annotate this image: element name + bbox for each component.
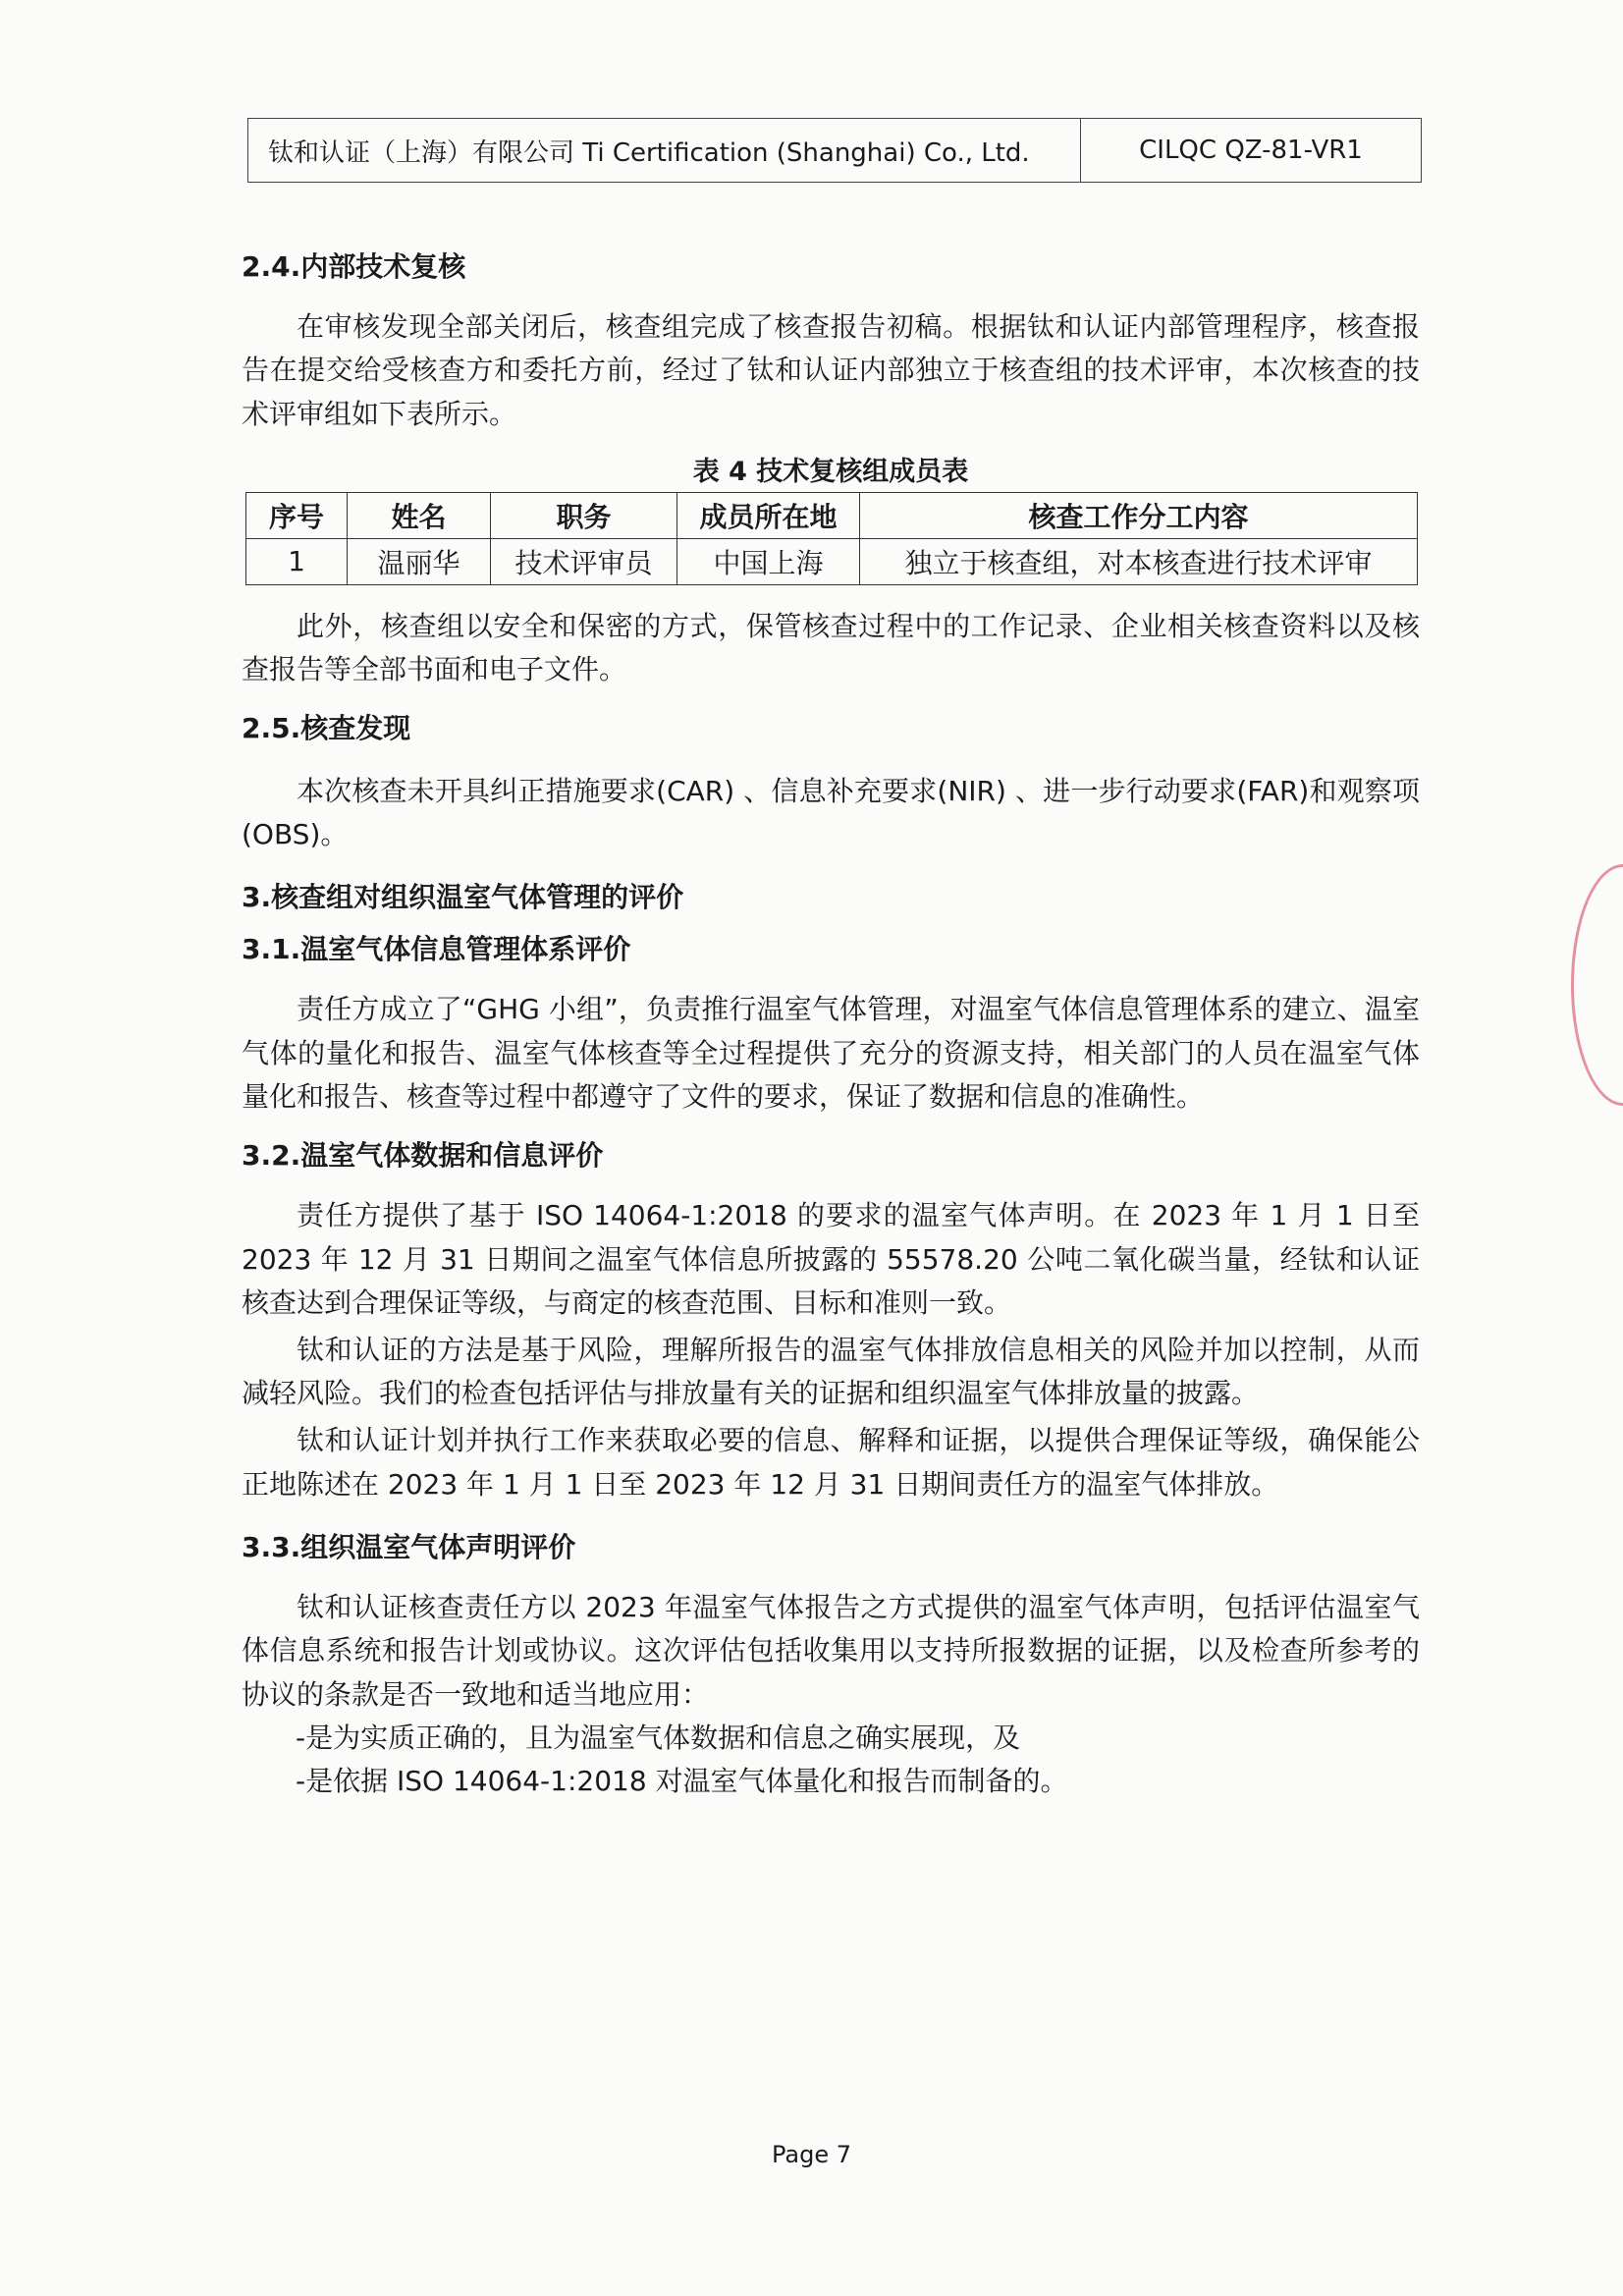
- list-item: -是依据 ISO 14064-1:2018 对温室气体量化和报告而制备的。: [296, 1765, 1068, 1798]
- section-title-3-3: 3.3.组织温室气体声明评价: [242, 1530, 576, 1563]
- list-item: -是为实质正确的，且为温室气体数据和信息之确实展现，及: [296, 1721, 1021, 1754]
- seal-stamp: [1571, 864, 1623, 1106]
- page-number: Page 7: [772, 2141, 851, 2168]
- document-body: [242, 236, 1420, 1803]
- table-cell: 中国上海: [677, 538, 860, 584]
- table-cell: 温丽华: [348, 538, 491, 584]
- section-title-3-2: 3.2.温室气体数据和信息评价: [242, 1139, 604, 1173]
- table-caption: 表 4 技术复核组成员表: [692, 456, 969, 487]
- table-cell: 技术评审员: [491, 538, 677, 584]
- paragraph: 钛和认证的方法是基于风险，理解所报告的温室气体排放信息相关的风险并加以控制，从而减轻风险。我们的检查包括评估与排放量有关的证据和组织温室气体排放量的披露。: [242, 1333, 1420, 1410]
- table-header-cell: 核查工作分工内容: [860, 492, 1418, 538]
- table-row: [246, 538, 1418, 584]
- table-header-cell: 姓名: [348, 492, 491, 538]
- header-company: 钛和认证（上海）有限公司 Ti Certification (Shanghai) Co., Ltd.: [248, 119, 1081, 182]
- section-title-2-4: 2.4.内部技术复核: [242, 250, 466, 283]
- section-title-3: 3.核查组对组织温室气体管理的评价: [242, 881, 684, 914]
- paragraph: 责任方提供了基于 ISO 14064-1:2018 的要求的温室气体声明。在 2023 年 1 月 1 日至 2023 年 12 月 31 日期间之温室气体信息所披露的 55578.20 公吨二氧化碳当量，经钛和认证核查达到合理保证等级，与商定的核查范围、目标和准则一致。: [242, 1199, 1420, 1319]
- paragraph: 在审核发现全部关闭后，核查组完成了核查报告初稿。根据钛和认证内部管理程序，核查报告在提交给受核查方和委托方前，经过了钛和认证内部独立于核查组的技术评审，本次核查的技术评审组如下表所示。: [242, 310, 1420, 430]
- table-header-cell: 职务: [491, 492, 677, 538]
- review-team-table: [245, 492, 1418, 585]
- paragraph: 本次核查未开具纠正措施要求(CAR) 、信息补充要求(NIR) 、进一步行动要求(FAR)和观察项(OBS)。: [242, 774, 1420, 850]
- section-title-3-1: 3.1.温室气体信息管理体系评价: [242, 933, 631, 966]
- table-cell: 独立于核查组，对本核查进行技术评审: [860, 538, 1418, 584]
- table-header-row: [246, 492, 1418, 538]
- paragraph: 此外，核查组以安全和保密的方式，保管核查过程中的工作记录、企业相关核查资料以及核查报告等全部书面和电子文件。: [242, 609, 1420, 686]
- header-doc-code: CILQC QZ-81-VR1: [1139, 136, 1363, 165]
- section-title-2-5: 2.5.核查发现: [242, 712, 411, 745]
- table-cell: 1: [246, 538, 348, 584]
- paragraph: 责任方成立了“GHG 小组”，负责推行温室气体管理，对温室气体信息管理体系的建立、温室气体的量化和报告、温室气体核查等全过程提供了充分的资源支持，相关部门的人员在温室气体量化和报告、核查等过程中都遵守了文件的要求，保证了数据和信息的准确性。: [242, 993, 1420, 1113]
- paragraph: 钛和认证核查责任方以 2023 年温室气体报告之方式提供的温室气体声明，包括评估温室气体信息系统和报告计划或协议。这次评估包括收集用以支持所报数据的证据，以及检查所参考的协议的条款是否一致地和适当地应用：: [242, 1591, 1420, 1711]
- table-header-cell: 序号: [246, 492, 348, 538]
- paragraph: 钛和认证计划并执行工作来获取必要的信息、解释和证据，以提供合理保证等级，确保能公正地陈述在 2023 年 1 月 1 日至 2023 年 12 月 31 日期间责任方的温室气体排放。: [242, 1424, 1420, 1501]
- page-header: [247, 118, 1422, 183]
- table-header-cell: 成员所在地: [677, 492, 860, 538]
